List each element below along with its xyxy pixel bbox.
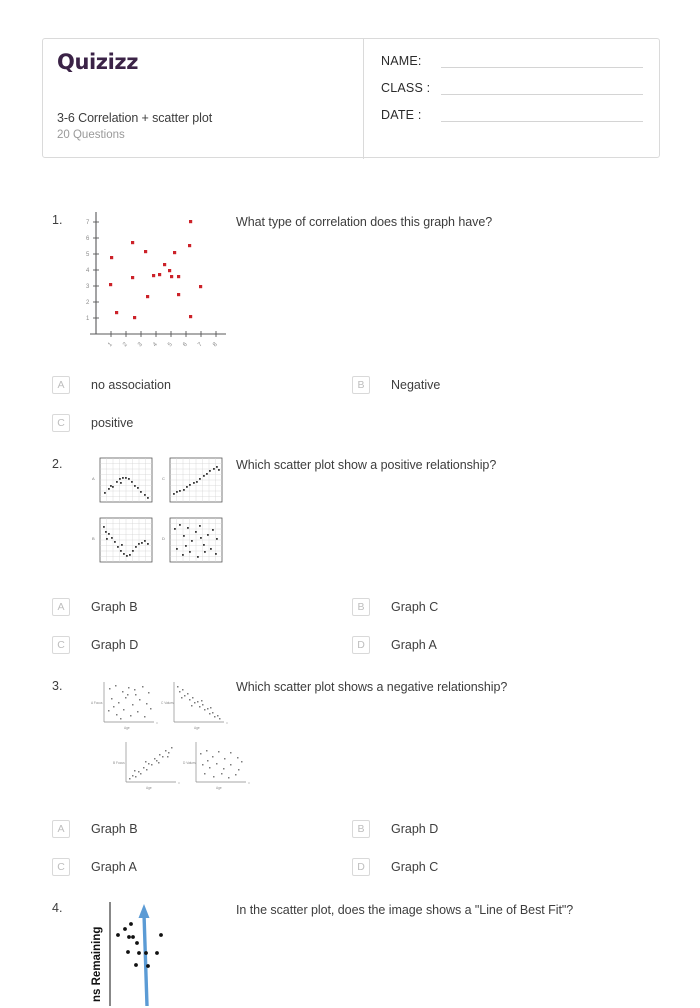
answer-option-c[interactable]: [52, 858, 137, 876]
answer-option-b[interactable]: [352, 598, 438, 616]
answer-letter-c: C: [52, 414, 70, 432]
answer-text-c: Graph D: [91, 638, 139, 652]
header-left-panel: [43, 39, 363, 157]
quiz-title: 3-6 Correlation + scatter plot: [57, 111, 213, 125]
answer-letter-c: C: [52, 636, 70, 654]
answer-letter-b: B: [352, 598, 370, 616]
answer-option-a[interactable]: [52, 376, 171, 394]
svg-text:Age: Age: [194, 726, 200, 730]
svg-text:Age: Age: [216, 786, 222, 790]
worksheet-header: [42, 38, 660, 158]
answer-option-a[interactable]: [52, 820, 138, 838]
answer-letter-d: D: [352, 858, 370, 876]
svg-text:□: □: [248, 781, 250, 785]
question-3-number: 3.: [52, 679, 63, 693]
class-field-label: CLASS :: [381, 81, 431, 95]
name-input-line[interactable]: [441, 53, 643, 68]
student-info-fields: [363, 39, 659, 157]
class-input-line[interactable]: [441, 80, 643, 95]
svg-text:7: 7: [197, 341, 204, 349]
q4-axis-label: ns Remaining: [91, 926, 103, 1002]
svg-text:1: 1: [107, 341, 114, 349]
question-4-number: 4.: [52, 901, 63, 915]
question-3-text: Which scatter plot shows a negative relationship?: [236, 680, 508, 694]
question-count: 20 Questions: [57, 129, 125, 141]
question-1-scatter-plot: [84, 208, 230, 356]
answer-text-c: positive: [91, 416, 134, 430]
svg-text:□: □: [178, 781, 180, 785]
date-input-line[interactable]: [441, 107, 643, 122]
answer-text-d: Graph A: [391, 638, 437, 652]
date-field-row: [381, 107, 643, 122]
svg-text:5: 5: [86, 252, 90, 258]
answer-text-b: Negative: [391, 378, 441, 392]
answer-text-a: Graph B: [91, 822, 138, 836]
answer-letter-a: A: [52, 376, 70, 394]
svg-text:7: 7: [86, 220, 90, 226]
question-3-scatter-panels: [88, 674, 250, 796]
question-2-scatter-panels: [88, 452, 230, 574]
answer-text-b: Graph C: [391, 600, 439, 614]
quizizz-logo: Quizizz: [57, 50, 139, 74]
svg-text:3: 3: [137, 341, 144, 349]
svg-text:8: 8: [212, 341, 219, 349]
answer-letter-b: B: [352, 376, 370, 394]
date-field-label: DATE :: [381, 108, 422, 122]
svg-text:3: 3: [86, 284, 90, 290]
answer-letter-b: B: [352, 820, 370, 838]
svg-text:5: 5: [167, 341, 174, 349]
answer-letter-d: D: [352, 636, 370, 654]
answer-option-d[interactable]: [352, 858, 438, 876]
svg-text:6: 6: [182, 341, 189, 349]
name-field-row: [381, 53, 643, 68]
question-2-text: Which scatter plot show a positive relationship?: [236, 458, 497, 472]
answer-text-a: no association: [91, 378, 171, 392]
answer-option-c[interactable]: [52, 636, 138, 654]
answer-option-b[interactable]: [352, 376, 440, 394]
answer-option-c[interactable]: [52, 414, 133, 432]
header-divider: [363, 39, 364, 159]
answer-option-a[interactable]: [52, 598, 138, 616]
question-4-scatter-plot: [84, 898, 214, 1002]
answer-option-d[interactable]: [352, 636, 437, 654]
svg-text:D Values: D Values: [183, 761, 196, 765]
question-1-number: 1.: [52, 213, 63, 227]
svg-text:C Values: C Values: [161, 701, 174, 705]
answer-letter-c: C: [52, 858, 70, 876]
answer-letter-a: A: [52, 820, 70, 838]
class-field-row: [381, 80, 643, 95]
svg-text:4: 4: [152, 341, 159, 349]
question-2-number: 2.: [52, 457, 63, 471]
svg-text:B: B: [92, 536, 95, 541]
question-4-text: In the scatter plot, does the image shows a "Line of Best Fit"?: [236, 903, 574, 917]
answer-text-b: Graph D: [391, 822, 439, 836]
answer-text-c: Graph A: [91, 860, 137, 874]
blue-arrow-icon: [139, 904, 150, 1006]
svg-text:1: 1: [86, 316, 90, 322]
svg-text:Age: Age: [146, 786, 152, 790]
question-1-text: What type of correlation does this graph have?: [236, 215, 493, 229]
svg-text:□: □: [156, 721, 158, 725]
svg-text:2: 2: [86, 300, 90, 306]
svg-text:D: D: [162, 536, 165, 541]
svg-text:2: 2: [122, 341, 129, 349]
svg-text:6: 6: [86, 236, 90, 242]
svg-text:B Focus: B Focus: [113, 761, 125, 765]
svg-text:4: 4: [86, 268, 90, 274]
answer-option-b[interactable]: [352, 820, 438, 838]
svg-text:A Focus: A Focus: [91, 701, 103, 705]
answer-text-a: Graph B: [91, 600, 138, 614]
answer-text-d: Graph C: [391, 860, 439, 874]
svg-text:Age: Age: [124, 726, 130, 730]
svg-text:A: A: [92, 476, 95, 481]
svg-text:C: C: [162, 476, 165, 481]
answer-letter-a: A: [52, 598, 70, 616]
svg-text:□: □: [226, 721, 228, 725]
name-field-label: NAME:: [381, 54, 422, 68]
